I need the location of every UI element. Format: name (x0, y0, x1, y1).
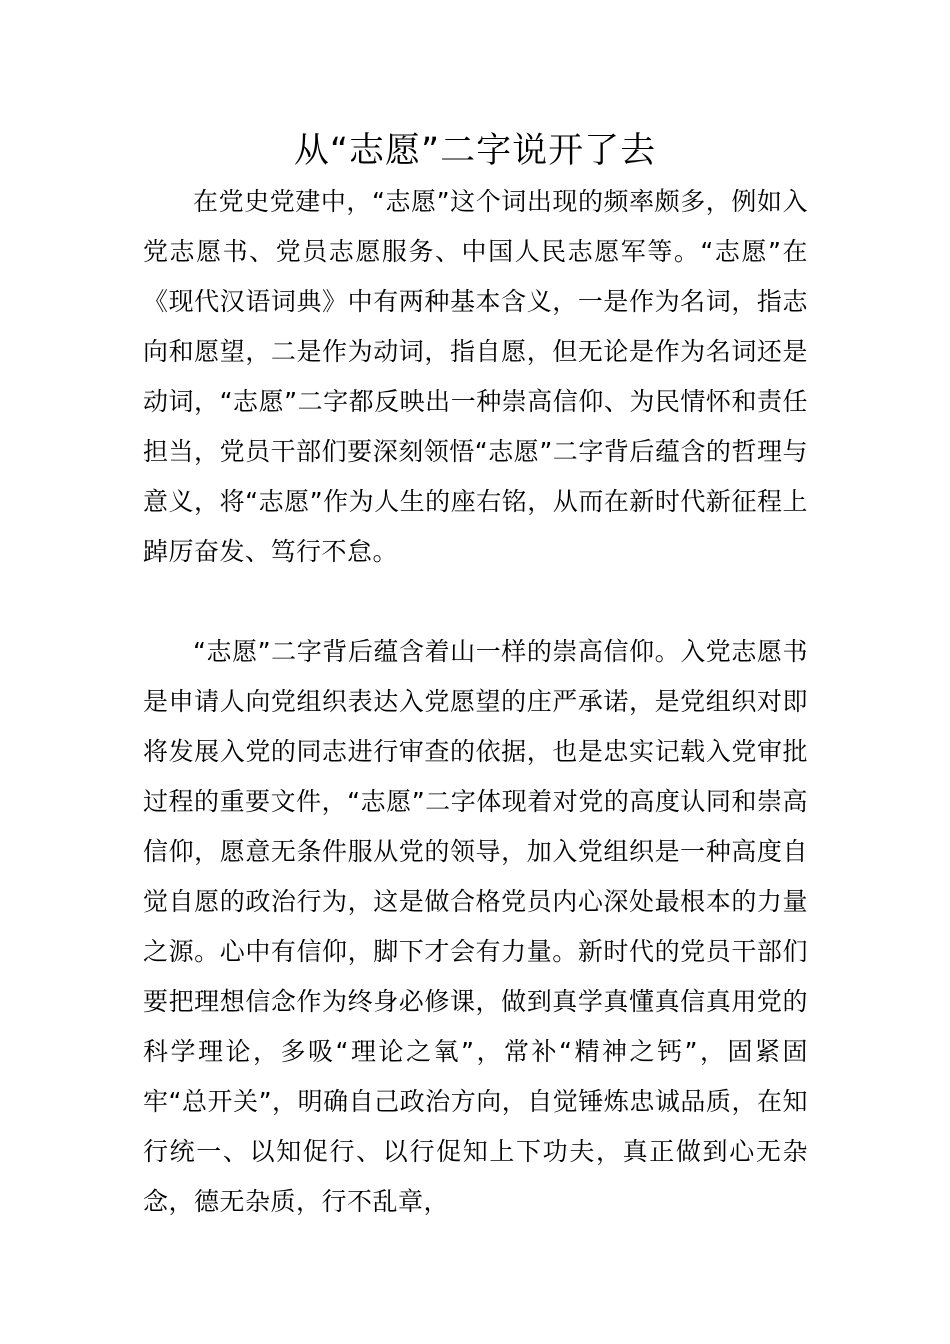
paragraph-intro: 在党史党建中，“志愿”这个词出现的频率颇多，例如入党志愿书、党员志愿服务、中国人民志愿军等。“志愿”在《现代汉语词典》中有两种基本含义，一是作为名词，指志向和愿望，二是作为动词，指自愿，但无论是作为名词还是动词，“志愿”二字都反映出一种崇高信仰、为民情怀和责任担当，党员干部们要深刻领悟“志愿”二字背后蕴含的哲理与意义，将“志愿”作为人生的座右铭，从而在新时代新征程上踔厉奋发、笃行不怠。 (143, 187, 808, 566)
document-body (143, 177, 808, 1227)
paragraph-spacer (143, 577, 808, 627)
paragraph-faith: “志愿”二字背后蕴含着山一样的崇高信仰。入党志愿书是申请人向党组织表达入党愿望的庄严承诺，是党组织对即将发展入党的同志进行审查的依据，也是忠实记载入党审批过程的重要文件，“志愿”二字体现着对党的高度认同和崇高信仰，愿意无条件服从党的领导，加入党组织是一种高度自觉自愿的政治行为，这是做合格党员内心深处最根本的力量之源。心中有信仰，脚下才会有力量。新时代的党员干部们要把理想信念作为终身必修课，做到真学真懂真信真用党的科学理论，多吸“理论之氧”，常补“精神之钙”，固紧固牢“总开关”，明确自己政治方向，自觉锤炼忠诚品质，在知行统一、以知促行、以行促知上下功夫，真正做到心无杂念，德无杂质，行不乱章， (143, 637, 808, 1216)
document-title: 从“志愿”二字说开了去 (293, 131, 657, 171)
